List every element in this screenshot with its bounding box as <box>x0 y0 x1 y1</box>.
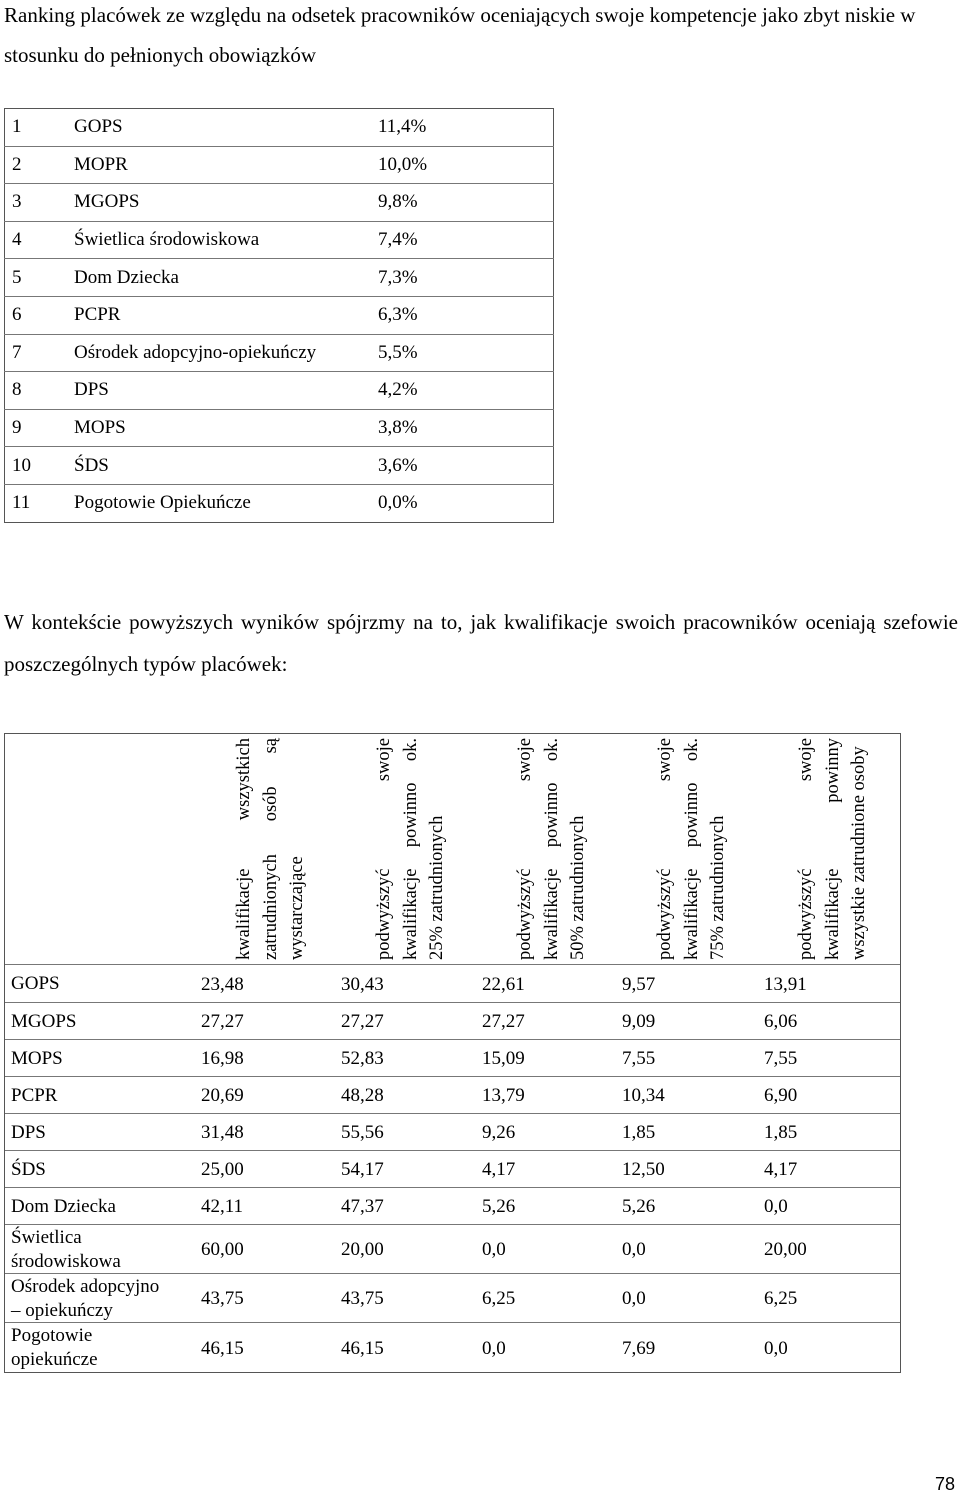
row-institution-line: Pogotowie <box>11 1325 93 1346</box>
row-value: 27,27 <box>201 1011 244 1032</box>
row-value: 23,48 <box>201 973 244 995</box>
row-value: 20,00 <box>764 1239 807 1260</box>
row-value: 0,0 <box>482 1239 506 1260</box>
ranking-rank: 3 <box>5 184 75 222</box>
ranking-percent: 7,3% <box>374 259 554 297</box>
row-institution: GOPS <box>11 973 60 994</box>
ranking-table <box>4 108 554 523</box>
row-value: 48,28 <box>341 1085 384 1106</box>
column-header-text: kwalifikacje wszystkich zatrudnionych osób są wystarczające <box>234 738 307 960</box>
row-value: 6,25 <box>764 1288 798 1309</box>
ranking-row <box>5 146 554 184</box>
row-value: 5,26 <box>622 1196 656 1217</box>
row-value: 60,00 <box>201 1239 244 1260</box>
row-institution <box>11 1324 191 1372</box>
ranking-institution: MOPS <box>74 409 374 447</box>
ranking-percent: 4,2% <box>374 372 554 410</box>
ranking-percent: 9,8% <box>374 184 554 222</box>
row-institution: MOPS <box>11 1047 63 1069</box>
row-value: 42,11 <box>201 1196 244 1217</box>
table-row <box>5 964 900 1003</box>
row-value: 7,69 <box>622 1337 656 1359</box>
row-value: 20,69 <box>201 1085 244 1106</box>
ranking-percent: 3,6% <box>374 447 554 485</box>
row-value: 7,55 <box>622 1048 656 1069</box>
row-institution: PCPR <box>11 1084 58 1106</box>
row-value: 1,85 <box>764 1122 798 1143</box>
ranking-row <box>5 221 554 259</box>
column-header-text: podwyższyć swoje kwalifikacje powinno ok. 50% zatrudnionych <box>515 738 588 960</box>
ranking-institution: Pogotowie Opiekuńcze <box>74 484 374 522</box>
row-value: 9,09 <box>622 1011 656 1032</box>
ranking-percent: 11,4% <box>378 116 427 138</box>
row-value: 46,15 <box>201 1337 244 1359</box>
row-institution-line: opiekuńcze <box>11 1349 98 1370</box>
ranking-institution: MOPR <box>74 146 374 184</box>
table-row <box>5 1150 900 1188</box>
row-value: 13,79 <box>482 1085 525 1106</box>
ranking-rank: 9 <box>5 409 75 447</box>
row-value: 52,83 <box>341 1048 384 1069</box>
ranking-row <box>5 409 554 447</box>
row-value: 30,43 <box>341 973 384 995</box>
table-row <box>5 1113 900 1151</box>
ranking-institution: MGOPS <box>74 184 374 222</box>
row-value: 43,75 <box>201 1288 244 1309</box>
assessment-table <box>4 733 901 1373</box>
row-value: 43,75 <box>341 1288 384 1309</box>
row-institution <box>11 1275 191 1323</box>
row-institution: DPS <box>11 1121 46 1143</box>
table-row <box>5 1076 900 1114</box>
row-value: 9,26 <box>482 1122 516 1143</box>
table-row <box>5 1273 900 1323</box>
column-header <box>793 734 933 964</box>
ranking-row <box>5 334 554 372</box>
row-value: 22,61 <box>482 973 525 995</box>
row-institution: ŚDS <box>11 1158 46 1180</box>
ranking-percent: 6,3% <box>374 296 554 334</box>
ranking-institution: Dom Dziecka <box>74 259 374 297</box>
ranking-row <box>5 259 554 297</box>
ranking-percent: 5,5% <box>374 334 554 372</box>
ranking-heading: Ranking placówek ze względu na odsetek pracowników oceniających swoje kompetencje jako zbyt niskie w stosunku do pełnionych obowiązków <box>4 3 916 67</box>
ranking-rank: 8 <box>5 372 75 410</box>
table-row <box>5 1039 900 1077</box>
row-value: 46,15 <box>341 1337 384 1359</box>
row-value: 9,57 <box>622 973 656 995</box>
row-value: 6,25 <box>482 1288 516 1309</box>
row-value: 1,85 <box>622 1122 656 1143</box>
row-institution-line: środowiskowa <box>11 1251 121 1272</box>
row-institution-line: Świetlica <box>11 1227 82 1248</box>
row-value: 6,06 <box>764 1011 798 1032</box>
ranking-institution: DPS <box>74 372 374 410</box>
page-number: 78 <box>935 1474 956 1494</box>
ranking-institution: ŚDS <box>74 447 374 485</box>
ranking-row <box>5 447 554 485</box>
ranking-rank: 2 <box>5 146 75 184</box>
row-value: 13,91 <box>764 973 807 995</box>
ranking-rank: 6 <box>5 296 75 334</box>
row-value: 25,00 <box>201 1159 244 1180</box>
row-value: 54,17 <box>341 1159 384 1180</box>
row-value: 0,0 <box>764 1196 788 1217</box>
row-value: 27,27 <box>341 1011 384 1032</box>
row-institution: MGOPS <box>11 1010 77 1032</box>
row-value: 4,17 <box>764 1159 798 1180</box>
ranking-rank: 11 <box>5 484 75 522</box>
row-value: 55,56 <box>341 1122 384 1143</box>
row-institution: Dom Dziecka <box>11 1195 116 1217</box>
table-row <box>5 1187 900 1225</box>
table-row <box>5 1002 900 1040</box>
ranking-rank: 4 <box>5 221 75 259</box>
ranking-rank: 7 <box>5 334 75 372</box>
column-header-text: podwyższyć swoje kwalifikacje powinno ok. 25% zatrudnionych <box>374 738 447 960</box>
ranking-institution: Ośrodek adopcyjno-opiekuńczy <box>74 334 374 372</box>
row-value: 0,0 <box>482 1337 506 1359</box>
table-row <box>5 1224 900 1274</box>
row-value: 0,0 <box>622 1239 646 1260</box>
ranking-percent: 3,8% <box>374 409 554 447</box>
ranking-rank: 10 <box>5 447 75 485</box>
row-value: 7,55 <box>764 1048 798 1069</box>
row-value: 5,26 <box>482 1196 516 1217</box>
row-value: 12,50 <box>622 1159 665 1180</box>
ranking-row <box>5 484 554 522</box>
column-header-text: podwyższyć swoje kwalifikacje powinny wszystkie zatrudnione osoby <box>796 738 869 960</box>
ranking-rank: 5 <box>5 259 75 297</box>
row-value: 4,17 <box>482 1159 516 1180</box>
column-header <box>371 734 511 964</box>
ranking-institution: Świetlica środowiskowa <box>74 221 374 259</box>
row-value: 0,0 <box>764 1337 788 1359</box>
ranking-row <box>5 372 554 410</box>
ranking-row <box>5 184 554 222</box>
ranking-percent: 0,0% <box>374 484 554 522</box>
row-value: 16,98 <box>201 1048 244 1069</box>
column-header <box>652 734 792 964</box>
row-value: 47,37 <box>341 1196 384 1217</box>
row-institution-line: – opiekuńczy <box>11 1300 113 1321</box>
row-value: 0,0 <box>622 1288 646 1309</box>
ranking-institution: GOPS <box>74 116 123 138</box>
row-value: 31,48 <box>201 1122 244 1143</box>
row-value: 10,34 <box>622 1085 665 1106</box>
column-header-text: podwyższyć swoje kwalifikacje powinno ok. 75% zatrudnionych <box>655 738 728 960</box>
intro-paragraph: W kontekście powyższych wyników spójrzmy na to, jak kwalifikacje swoich pracowników oceniają szefowie poszczególnych typów placówek: <box>4 610 958 676</box>
row-value: 27,27 <box>482 1011 525 1032</box>
ranking-institution: PCPR <box>74 296 374 334</box>
ranking-percent: 7,4% <box>374 221 554 259</box>
column-header <box>231 734 371 964</box>
row-institution <box>11 1226 191 1274</box>
ranking-row <box>5 109 554 147</box>
table-row <box>5 1322 900 1373</box>
column-header <box>512 734 652 964</box>
row-value: 15,09 <box>482 1048 525 1069</box>
row-value: 20,00 <box>341 1239 384 1260</box>
row-value: 6,90 <box>764 1085 798 1106</box>
ranking-rank: 1 <box>12 116 22 138</box>
ranking-percent: 10,0% <box>374 146 554 184</box>
ranking-row <box>5 296 554 334</box>
row-institution-line: Ośrodek adopcyjno <box>11 1276 160 1297</box>
